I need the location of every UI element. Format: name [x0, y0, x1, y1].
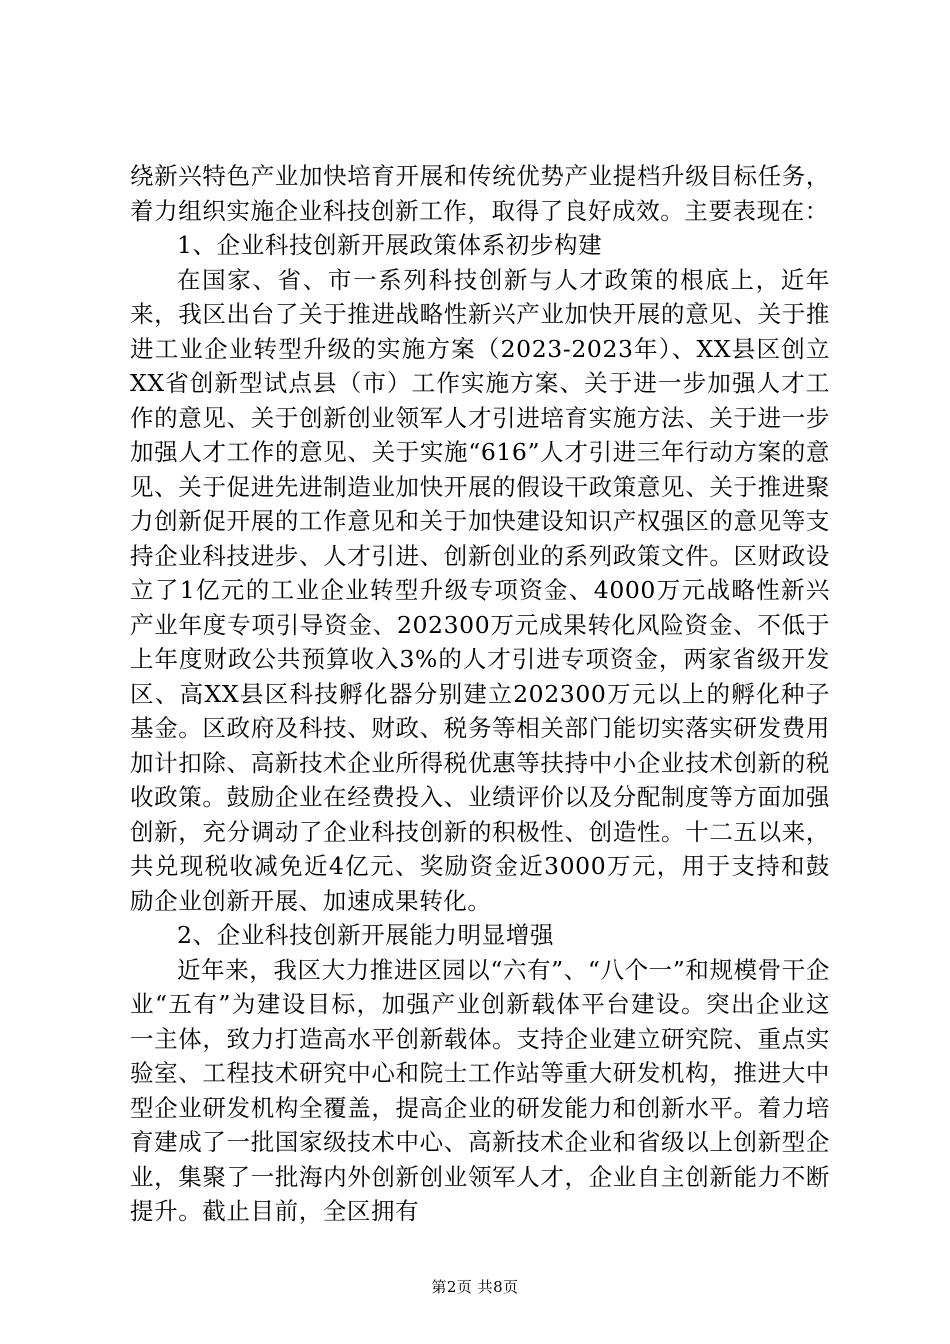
section-heading-2: 2、企业科技创新开展能力明显增强 — [177, 921, 555, 949]
document-body — [130, 159, 830, 1229]
paragraph-policy: 在国家、省、市一系列科技创新与人才政策的根底上，近年来，我区出台了关于推进战略性新兴产业加快开展的意见、关于推进工业企业转型升级的实施方案（2023-2023年）、XX县区创立XX省创新型试点县（市）工作实施方案、关于进一步加强人才工作的意见、关于创新创业领军人才引进培育实施方法、关于进一步加强人才工作的意见、关于实施“616”人才引进三年行动方案的意见、关于促进先进制造业加快开展的假设干政策意见、关于推进聚力创新促开展的工作意见和关于加快建设知识产权强区的意见等支持企业科技进步、人才引进、创新创业的系列政策文件。区财政设立了1亿元的工业企业转型升级专项资金、4000万元战略性新兴产业年度专项引导资金、202300万元成果转化风险资金、不低于上年度财政公共预算收入3%的人才引进专项资金，两家省级开发区、高XX县区科技孵化器分别建立202300万元以上的孵化种子基金。区政府及科技、财政、税务等相关部门能切实落实研发费用加计扣除、高新技术企业所得税优惠等扶持中小企业技术创新的税收政策。鼓励企业在经费投入、业绩评价以及分配制度等方面加强创新，充分调动了企业科技创新的积极性、创造性。十二五以来，共兑现税收减免近4亿元、奖励资金近3000万元，用于支持和鼓励企业创新开展、加速成果转化。 — [130, 265, 830, 915]
section-heading-1: 1、企业科技创新开展政策体系初步构建 — [177, 231, 603, 259]
page-footer — [0, 1277, 950, 1297]
paragraph-intro: 绕新兴特色产业加快培育开展和传统优势产业提档升级目标任务，着力组织实施企业科技创新工作，取得了良好成效。主要表现在： — [130, 162, 830, 225]
page-number-label: 第2页 共8页 — [431, 1278, 519, 1296]
paragraph-capability: 近年来，我区大力推进区园以“六有”、“八个一”和规模骨干企业“五有”为建设目标，加强产业创新载体平台建设。突出企业这一主体，致力打造高水平创新载体。支持企业建立研究院、重点实验室、工程技术研究中心和院士工作站等重大研发机构，推进大中型企业研发机构全覆盖，提高企业的研发能力和创新水平。着力培育建成了一批国家级技术中心、高新技术企业和省级以上创新型企业，集聚了一批海内外创新创业领军人才，企业自主创新能力不断提升。截止目前，全区拥有 — [130, 955, 830, 1225]
